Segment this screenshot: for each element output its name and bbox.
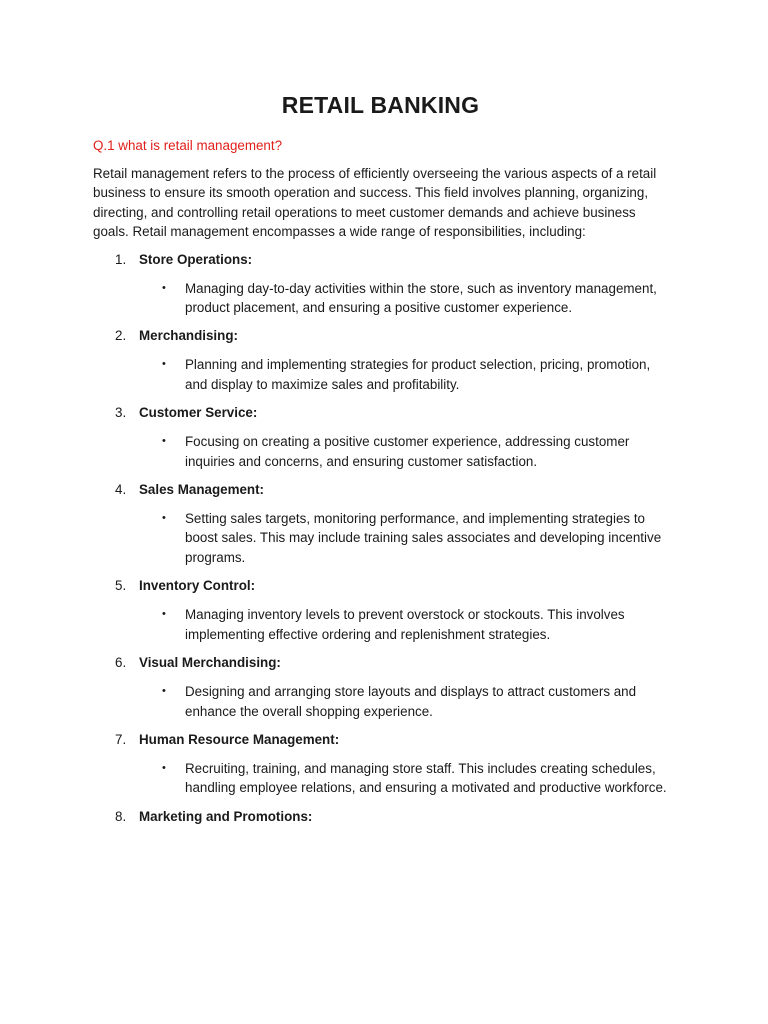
section-heading [93, 480, 668, 499]
section-heading [93, 807, 668, 826]
list-item [93, 326, 668, 394]
intro-paragraph: Retail management refers to the process of efficiently overseeing the various aspects of a retail business to ensure its smooth operation and success. This field involves planning, organizing, directing, and controlling retail operations to meet customer demands and achieve business goals. Retail management encompasses a wide range of responsibilities, including: [93, 166, 657, 240]
bullet-icon: • [162, 761, 166, 774]
bullet-item [93, 279, 668, 318]
bullet-item [93, 355, 668, 394]
section-title: Marketing and Promotions: [139, 808, 313, 824]
list-item [93, 576, 668, 644]
bullet-item [93, 432, 668, 471]
section-title: Visual Merchandising: [139, 655, 281, 671]
document-title: RETAIL BANKING [281, 92, 480, 118]
bullet-text: Managing day-to-day activities within the store, such as inventory management, product placement, and ensuring a positive customer experience. [185, 280, 657, 316]
section-title: Human Resource Management: [139, 731, 340, 747]
section-number: 2. [115, 328, 127, 344]
section-number: 8. [115, 808, 127, 824]
bullet-text: Planning and implementing strategies for product selection, pricing, promotion, and display to maximize sales and profitability. [185, 357, 651, 392]
section-number: 5. [115, 578, 127, 594]
section-heading [93, 576, 668, 595]
list-item [93, 403, 668, 471]
bullet-icon: • [162, 608, 166, 621]
section-number: 3. [115, 405, 127, 421]
section-heading [93, 653, 668, 672]
section-title: Sales Management: [139, 482, 265, 498]
section-number: 6. [115, 655, 127, 671]
bullet-item [93, 605, 668, 644]
section-title: Customer Service: [139, 405, 258, 421]
section-heading [93, 250, 668, 269]
section-number: 1. [115, 251, 127, 267]
bullet-item [93, 759, 668, 798]
section-heading [93, 403, 668, 422]
bullet-text: Setting sales targets, monitoring performance, and implementing strategies to boost sales. This may include training sales associates and developing incentive programs. [185, 511, 662, 565]
bullet-icon: • [162, 435, 166, 448]
bullet-icon: • [162, 281, 166, 294]
bullet-text: Designing and arranging store layouts and displays to attract customers and enhance the overall shopping experience. [185, 684, 637, 719]
bullet-text: Managing inventory levels to prevent overstock or stockouts. This involves implementing effective ordering and replenishment strategies. [185, 607, 625, 642]
list-item [93, 730, 668, 798]
section-title: Inventory Control: [139, 578, 256, 594]
list-item [93, 250, 668, 318]
section-heading [93, 730, 668, 749]
bullet-item [93, 682, 668, 721]
section-number: 7. [115, 731, 127, 747]
question-heading: Q.1 what is retail management? [93, 138, 283, 153]
bullet-text: Recruiting, training, and managing store staff. This includes creating schedules, handling employee relations, and ensuring a motivated and productive workforce. [185, 760, 667, 796]
section-number: 4. [115, 482, 127, 498]
section-title: Merchandising: [139, 328, 238, 344]
bullet-text: Focusing on creating a positive customer experience, addressing customer inquiries and concerns, and ensuring customer satisfaction. [185, 434, 630, 469]
section-title: Store Operations: [139, 251, 253, 267]
section-heading [93, 326, 668, 345]
bullet-icon: • [162, 685, 166, 698]
list-item [93, 807, 668, 826]
responsibilities-list [93, 250, 668, 826]
bullet-icon: • [162, 358, 166, 371]
list-item [93, 653, 668, 721]
list-item [93, 480, 668, 567]
bullet-item [93, 509, 668, 567]
bullet-icon: • [162, 512, 166, 525]
